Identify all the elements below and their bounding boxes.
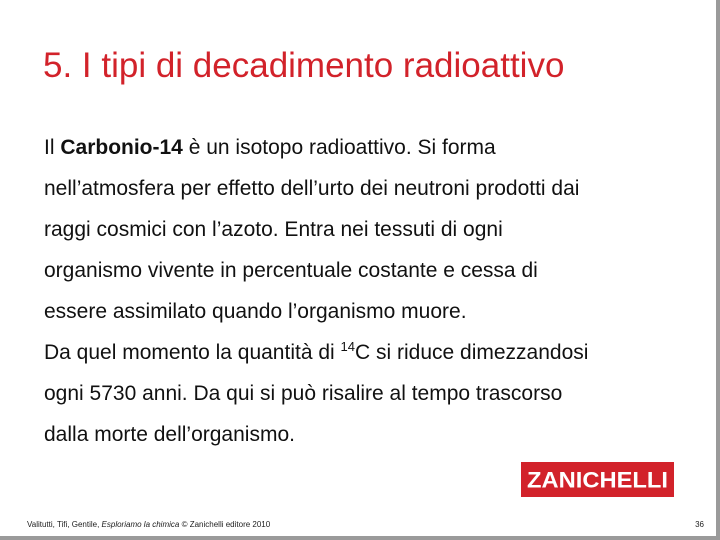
footer-book-title: Esploriamo la chimica: [101, 520, 180, 529]
text-prefix: Il: [44, 136, 61, 159]
text-line: essere assimilato quando l’organismo muore.: [44, 300, 467, 323]
publisher-logo: [521, 462, 674, 497]
logo-wordmark: [521, 462, 674, 497]
text-rest: è un isotopo radioattivo. Si forma: [182, 136, 496, 159]
slide-body: [44, 127, 704, 455]
text-line: raggi cosmici con l’azoto. Entra nei tessuti di ogni: [44, 218, 503, 241]
logo-text: ZANICHELLI: [527, 467, 668, 493]
text-line: ogni 5730 anni. Da qui si può risalire al tempo trascorso: [44, 382, 563, 405]
text-after: C si riduce dimezzandosi: [354, 341, 589, 364]
text-line: dalla morte dell’organismo.: [44, 423, 295, 446]
text-line: nell’atmosfera per effetto dell’urto dei neutroni prodotti dai: [44, 177, 580, 200]
paragraph-half-life: [44, 332, 704, 455]
text-line: organismo vivente in percentuale costante e cessa di: [44, 259, 538, 282]
footer-authors: Valitutti, Tifi, Gentile,: [27, 520, 102, 529]
text-before: Da quel momento la quantità di: [44, 341, 341, 364]
text-line: [44, 341, 588, 364]
text-line: [44, 136, 496, 159]
isotope-superscript: 14: [340, 339, 355, 354]
paragraph-carbon-14: [44, 127, 704, 332]
bold-term: Carbonio-14: [60, 136, 183, 159]
page-number: 36: [695, 520, 704, 529]
slide-title: 5. I tipi di decadimento radioattivo: [43, 46, 565, 85]
footer-copyright: © Zanichelli editore 2010: [179, 520, 271, 529]
footer-credit: [27, 520, 270, 529]
